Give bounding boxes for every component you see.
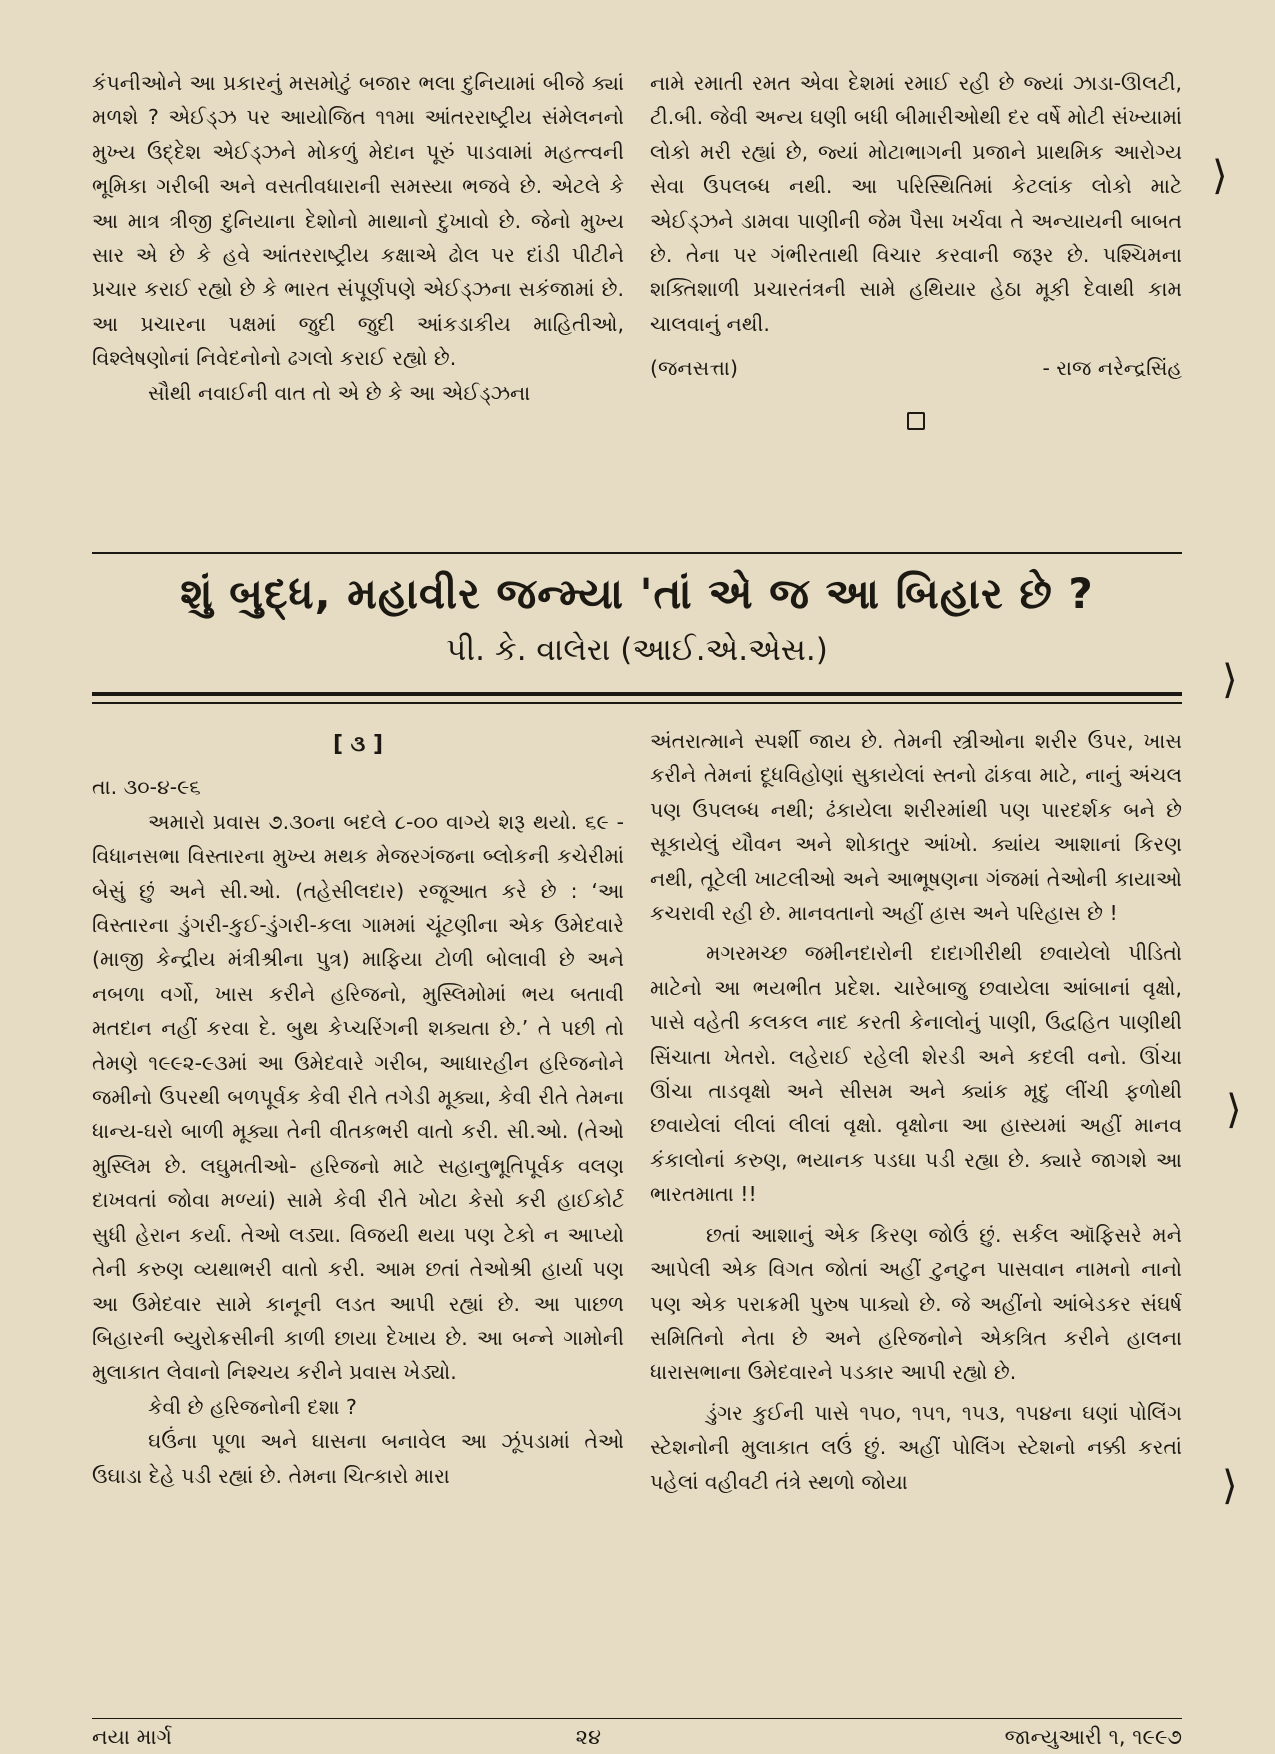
paragraph: નામે રમાતી રમત એવા દેશમાં રમાઈ રહી છે જ્યાં ઝાડા-ઊલટી, ટી.બી. જેવી અન્ય ઘણી બધી બીમારીઓથી દર વર્ષે મોટી સંખ્યામાં લોકો મરી રહ્યાં છે, જ્યાં મોટાભાગની પ્રજાને પ્રાથમિક આરોગ્ય સેવા ઉપલબ્ધ નથી. આ પરિસ્થિતિમાં કેટલાંક લોકો માટે એઈડ્ઝને ડામવા પાણીની જેમ પૈસા ખર્ચવા તે અન્યાયની બાબત છે. તેના પર ગંભીરતાથી વિચાર કરવાની જરૂર છે. પશ્ચિમના શક્તિશાળી પ્રચારતંત્રની સામે હથિયાર હેઠા મૂકી દેવાથી કામ ચાલવાનું નથી. (650, 71, 1182, 336)
binding-mark-icon: ⟩ (1212, 153, 1228, 199)
article-byline: પી. કે. વાલેરા (આઈ.એ.એસ.) (446, 632, 828, 668)
binding-mark-icon: ⟩ (1222, 1463, 1238, 1509)
article-date: તા. ૩૦-૪-૯૬ (92, 775, 201, 800)
binding-mark-icon: ⟩ (1226, 1087, 1242, 1133)
author-signature: - રાજ નરેન્દ્રસિંહ (1042, 356, 1182, 381)
headline-rule-thick (92, 692, 1182, 696)
paragraph: ઘઉંના પૂળા અને ઘાસના બનાવેલ આ ઝૂંપડામાં તેઓ ઉઘાડા દેહે પડી રહ્યાં છે. તેમના ચિત્કારો મારા (92, 1429, 624, 1488)
end-of-article-square-icon (907, 412, 925, 430)
paragraph: ડુંગર કુઈની પાસે ૧૫૦, ૧૫૧, ૧૫૩, ૧૫૪ના ઘણાં પોલિંગ સ્ટેશનોની મુલાકાત લઉં છું. અહીં પોલિંગ સ્ટેશનો નક્કી કરતાં પહેલાં વહીવટી તંત્રે સ્થળો જોયા (650, 1400, 1182, 1494)
page-footer (92, 1724, 1182, 1750)
footer-divider (92, 1718, 1182, 1719)
part-number: [ ૩ ] (332, 732, 384, 757)
headline-rule-thin (92, 702, 1182, 704)
paragraph: અંતરાત્માને સ્પર્શી જાય છે. તેમની સ્ત્રીઓના શરીર ઉપર, ખાસ કરીને તેમનાં દૂધવિહોણાં સુકાયેલાં સ્તનો ઢાંકવા માટે, નાનું અંચલ પણ ઉપલબ્ધ નથી; ઢંકાયેલા શરીરમાંથી પણ પારદર્શક બને છે સૂકાયેલું યૌવન અને શોકાતુર આંખો. ક્યાંય આશાનાં કિરણ નથી, તૂટેલી ખાટલીઓ અને આભૂષણના ગંજમાં તેઓની કાયાઓ કચરાવી રહી છે. માનવતાનો અહીં હ્રાસ અને પરિહાસ છે ! (650, 729, 1182, 926)
attribution-row (650, 351, 1182, 385)
article-right-column (650, 724, 1182, 1499)
article-headline: શું બુદ્ધ, મહાવીર જન્મ્યા 'તાં એ જ આ બિહાર છે ? (180, 569, 1094, 618)
issue-date: જાન્યુઆરી ૧, ૧૯૯૭ (1004, 1725, 1182, 1749)
top-left-column (92, 66, 624, 410)
paragraph: અમારો પ્રવાસ ૭.૩૦ના બદલે ૮-૦૦ વાગ્યે શરૂ થયો. ૬૯ - વિધાનસભા વિસ્તારના મુખ્ય મથક મેજરગંજના બ્લોકની કચેરીમાં બેસું છું અને સી.ઓ. (તહેસીલદાર) રજૂઆત કરે છે : ‘આ વિસ્તારના ડુંગરી-કુઈ-ડુંગરી-કલા ગામમાં ચૂંટણીના એક ઉમેદવારે (માજી કેન્દ્રીય મંત્રીશ્રીના પુત્ર) માફિયા ટોળી બોલાવી છે અને નબળા વર્ગો, ખાસ કરીને હરિજનો, મુસ્લિમોમાં ભય બતાવી મતદાન નહીં કરવા દે. બુથ કેપ્ચરિંગની શક્યતા છે.’ તે પછી તો તેમણે ૧૯૯૨-૯૩માં આ ઉમેદવારે ગરીબ, આધારહીન હરિજનોને જમીનો ઉપરથી બળપૂર્વક કેવી રીતે તગેડી મૂક્યા, કેવી રીતે તેમના ધાન્ય-ઘરો બાળી મૂક્યા તેની વીતકભરી વાતો કરી. સી.ઓ. (તેઓ મુસ્લિમ છે. લઘુમતીઓ- હરિજનો માટે સહાનુભૂતિપૂર્વક વલણ દાખવતાં જોવા મળ્યાં) સામે કેવી રીતે ખોટા કેસો કરી હાઈકોર્ટ સુધી હેરાન કર્યા. તેઓ લડ્યા. વિજયી થયા પણ ટેકો ન આપ્યો તેની કરુણ વ્યથાભરી વાતો કરી. આમ છતાં તેઓશ્રી હાર્યા પણ આ ઉમેદવાર સામે કાનૂની લડત આપી રહ્યાં છે. આ પાછળ બિહારની બ્યુરોક્રસીની કાળી છાયા દેખાય છે. આ બન્ને ગામોની મુલાકાત લેવાનો નિશ્ચય કરીને પ્રવાસ ખેડ્યો. (92, 809, 624, 1385)
magazine-name: નયા માર્ગ (92, 1725, 172, 1749)
binding-mark-icon: ⟩ (1222, 657, 1238, 703)
top-right-column (650, 66, 1182, 430)
source-label: (જનસત્તા) (650, 356, 738, 381)
paragraph: છતાં આશાનું એક કિરણ જોઉં છું. સર્કલ ઑફિસરે મને આપેલી એક વિગત જોતાં અહીં ટુનટુન પાસવાન નામનો નાનો પણ એક પરાક્રમી પુરુષ પાક્યો છે. જે અહીંનો આંબેડકર સંઘર્ષ સમિતિનો નેતા છે અને હરિજનોને એકત્રિત કરીને હાલના ધારાસભાના ઉમેદવારને પડકાર આપી રહ્યો છે. (650, 1222, 1182, 1385)
paragraph: કંપનીઓને આ પ્રકારનું મસમોટું બજાર ભલા દુનિયામાં બીજે ક્યાં મળશે ? એઈડ્ઝ પર આયોજિત ૧૧મા આંતરરાષ્ટ્રીય સંમેલનનો મુખ્ય ઉદ્દેશ એઈડ્ઝને મોકળું મેદાન પૂરું પાડવામાં મહત્ત્વની ભૂમિકા ગરીબી અને વસતીવધારાની સમસ્યા ભજવે છે. એટલે કે આ માત્ર ત્રીજી દુનિયાના દેશોનો માથાનો દુખાવો છે. જેનો મુખ્ય સાર એ છે કે હવે આંતરરાષ્ટ્રીય કક્ષાએ ઢોલ પર દાંડી પીટીને પ્રચાર કરાઈ રહ્યો છે કે ભારત સંપૂર્ણપણે એઈડ્ઝના સકંજામાં છે. આ પ્રચારના પક્ષમાં જુદી જુદી આંકડાકીય માહિતીઓ, વિશ્લેષણોનાં નિવેદનોનો ઢગલો કરાઈ રહ્યો છે. (92, 71, 624, 371)
article-left-column (92, 724, 624, 1493)
page-number: ૨૪ (575, 1725, 601, 1749)
subheading: કેવી છે હરિજનોની દશા ? (148, 1394, 357, 1419)
paragraph: મગરમચ્છ જમીનદારોની દાદાગીરીથી છવાયેલો પીડિતો માટેનો આ ભયભીત પ્રદેશ. ચારેબાજુ છવાયેલા આંબાનાં વૃક્ષો, પાસે વહેતી કલકલ નાદ કરતી કેનાલોનું પાણી, ઉદ્વહિત પાણીથી સિંચાતા ખેતરો. લહેરાઈ રહેલી શેરડી અને કદલી વનો. ઊંચા ઊંચા તાડવૃક્ષો અને સીસમ અને ક્યાંક મૃદુ લીંચી ફળોથી છવાયેલાં લીલાં લીલાં વૃક્ષો. વૃક્ષોના આ હાસ્યમાં અહીં માનવ કંકાલોનાં કરુણ, ભયાનક પડઘા પડી રહ્યા છે. ક્યારે જાગશે આ ભારતમાતા !! (650, 941, 1182, 1207)
section-divider (92, 552, 1182, 554)
paragraph: સૌથી નવાઈની વાત તો એ છે કે આ એઈડ્ઝના (148, 380, 531, 405)
